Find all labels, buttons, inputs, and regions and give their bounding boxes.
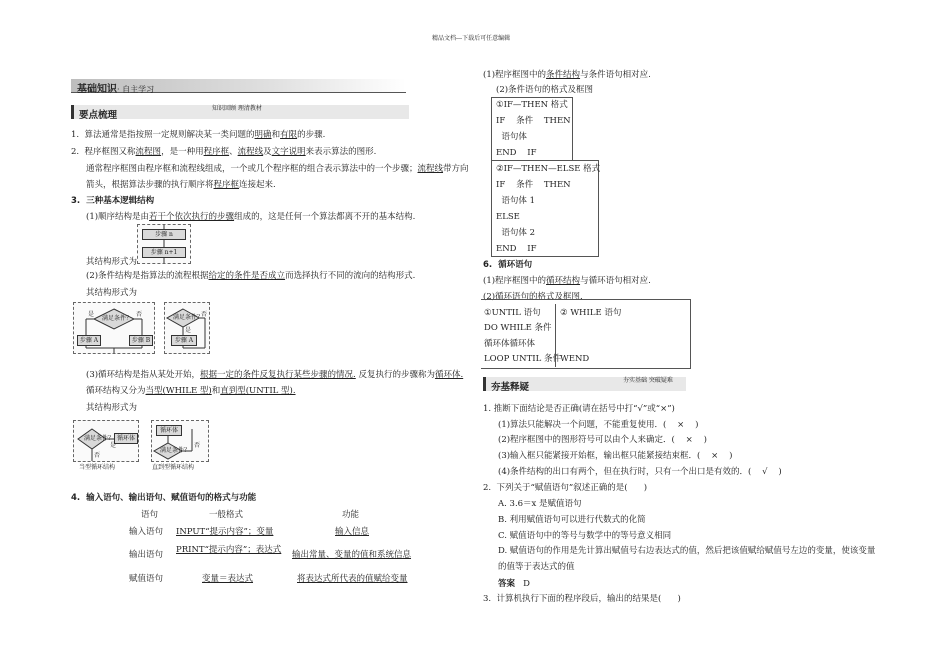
- until-line: LOOP UNTIL 条件: [484, 354, 561, 364]
- section-title: 夯基释疑: [491, 382, 530, 393]
- form-label-1: 其结构形式为: [86, 257, 138, 267]
- question-2-option-cont: 的值等于表达式的值: [498, 562, 575, 572]
- table-row-assign-name: 赋值语句: [129, 574, 164, 584]
- step-a-box: 步骤 A: [77, 335, 101, 346]
- table-row-output-function: 输出常量、变量的值和系统信息: [292, 550, 412, 560]
- table-row-output-name: 输出语句: [129, 550, 164, 560]
- if-then-line: 语句体: [496, 132, 527, 142]
- form-label-2: 其结构形式为: [86, 288, 138, 298]
- while-caption: 当型循环结构: [79, 464, 116, 471]
- right-line-2: (2)条件语句的格式及框图: [496, 85, 594, 95]
- section-key-points: [71, 105, 409, 119]
- if-then-else-box: [491, 160, 599, 257]
- form-label-3: 其结构形式为: [86, 403, 138, 413]
- question-2-option: D. 赋值语句的作用是先计算出赋值号右边表达式的值，然后把该值赋给赋值号左边的变量，使该变量: [498, 546, 876, 556]
- table-row-assign-function: 将表达式所代表的值赋给变量: [297, 574, 408, 584]
- seq-structure-desc: (1)顺序结构是由若干个依次执行的步骤组成的，这是任何一个算法都离不开的基本结构.: [86, 212, 416, 222]
- question-1-item: (1)算法只能解决一个问题，不能重复使用．( × ): [498, 420, 699, 430]
- if-else-line: 语句体 2: [496, 228, 536, 238]
- condition-label: 满足条件？: [160, 447, 191, 454]
- table-row-output-format: PRINT“提示内容”；表达式: [176, 545, 282, 555]
- loop-structure-desc: (3)循环结构是指从某处开始，根据一定的条件反复执行某些步骤的情况. 反复执行的步骤称为循环体.: [86, 370, 464, 380]
- point-2: 2. 程序框图又称流程图，是一种用程序框、流程线及文字说明来表示算法的图形.: [71, 147, 377, 157]
- if-else-line: ②IF—THEN—ELSE 格式: [496, 164, 601, 174]
- section-subtitle: 夯实基础 突破疑难: [623, 377, 673, 384]
- loop-stmt-line-2: (2)循环语句的格式及框图.: [483, 292, 583, 302]
- if-then-line: IF 条件 THEN: [496, 116, 571, 126]
- question-1: 1. 推断下面结论是否正确(请在括号中打“√”或“×”): [483, 404, 675, 414]
- sequence-arrows: [138, 225, 190, 263]
- step-n-box: 步骤 n: [142, 229, 186, 240]
- yes-label: 是: [88, 311, 95, 318]
- if-then-box: [491, 97, 573, 161]
- section-title: 要点梳理: [79, 110, 118, 121]
- table-head-function: 功能: [342, 510, 360, 520]
- while-loop-diagram: [73, 420, 139, 462]
- if-else-line: 语句体 1: [496, 196, 536, 206]
- condition-label: 满足条件？: [173, 314, 204, 321]
- condition-label: 满足条件？: [102, 315, 133, 322]
- if-else-line: END IF: [496, 244, 537, 254]
- if-else-line: ELSE: [496, 212, 520, 222]
- point-3-title: 3. 三种基本逻辑结构: [71, 196, 155, 206]
- table-head-statement: 语句: [141, 510, 159, 520]
- no-label: 否: [136, 311, 143, 318]
- if-else-diagram: [73, 302, 155, 354]
- while-line: WEND: [560, 354, 590, 364]
- loop-body-box: 循环体: [156, 425, 182, 436]
- cond-structure-desc: (2)条件结构是指算法的流程根据给定的条件是否成立而选择执行不同的流向的结构形式.: [86, 271, 416, 281]
- no-label: 否: [94, 452, 101, 459]
- table-row-input-name: 输入语句: [129, 527, 164, 537]
- if-else-line: IF 条件 THEN: [496, 180, 571, 190]
- loop-stmt-line-1: (1)程序框图中的循环结构与循环语句相对应.: [483, 276, 651, 286]
- question-2: 2. 下列关于“赋值语句”叙述正确的是( ): [483, 483, 648, 493]
- question-1-item: (3)输入框只能紧接开始框，输出框只能紧接结束框．( × ): [498, 451, 733, 461]
- until-loop-diagram: [151, 420, 209, 462]
- if-then-line: END IF: [496, 148, 537, 158]
- question-2-option: A. 3.6＝x 是赋值语句: [498, 499, 582, 509]
- step-b-box: 步骤 B: [129, 335, 153, 346]
- question-1-item: (4)条件结构的出口有两个，但在执行时，只有一个出口是有效的．( √ ): [498, 467, 782, 477]
- if-then-line: ①IF—THEN 格式: [496, 100, 568, 110]
- until-line: 循环体循环体: [484, 339, 536, 349]
- yes-label: 是: [110, 442, 117, 449]
- until-line: DO WHILE 条件: [484, 323, 552, 333]
- table-row-assign-format: 变量＝表达式: [202, 574, 254, 584]
- until-caption: 直到型循环结构: [152, 464, 195, 471]
- section-banner: [71, 79, 406, 93]
- section-practice: [483, 377, 686, 391]
- until-line: ①UNTIL 语句: [484, 308, 541, 318]
- condition-label: 满足条件？: [84, 435, 115, 442]
- section-subtitle: 知识回顾 理清教材: [212, 105, 262, 112]
- table-row-input-format: INPUT“提示内容”；变量: [176, 527, 274, 537]
- step-a-box: 步骤 A: [171, 335, 197, 346]
- point-1: 1. 算法通常是指按照一定规则解决某一类问题的明确和有限的步骤.: [71, 130, 326, 140]
- if-only-diagram: [164, 302, 210, 354]
- point-4-title: 4. 输入语句、输出语句、赋值语句的格式与功能: [71, 493, 257, 503]
- table-head-format: 一般格式: [209, 510, 244, 520]
- question-2-option: C. 赋值语句中的等号与数学中的等号意义相同: [498, 531, 672, 541]
- question-2-option: B. 利用赋值语句可以进行代数式的化简: [498, 515, 646, 525]
- loop-stmt-title: 6. 循环语句: [483, 260, 533, 270]
- while-line: ② WHILE 语句: [560, 308, 622, 318]
- loop-types: 循环结构又分为当型(WHILE 型)和直到型(UNTIL 型).: [86, 386, 296, 396]
- banner-title: 基础知识· 自主学习: [77, 84, 155, 95]
- loop-body-box: 循环体: [114, 433, 138, 444]
- table-row-input-function: 输入信息: [335, 527, 370, 537]
- point-2-line2: 通常程序框图由程序框和流程线组成，一个或几个程序框的组合表示算法中的一个步骤；流程线带方向: [86, 164, 469, 174]
- answer: 答案 D: [498, 579, 530, 589]
- no-label: 否: [194, 442, 201, 449]
- right-line-1: (1)程序框图中的条件结构与条件语句相对应.: [483, 70, 651, 80]
- yes-label: 是: [185, 327, 192, 334]
- page-header: 精品文档---下载后可任意编辑: [432, 35, 511, 42]
- question-1-item: (2)程序框图中的图形符号可以由个人来确定．( × ): [498, 435, 707, 445]
- point-2-line3: 箭头，根据算法步骤的执行顺序将程序框连接起来.: [86, 180, 276, 190]
- sequence-diagram: [137, 224, 191, 264]
- no-label: 否: [201, 311, 208, 318]
- question-3: 3. 计算机执行下面的程序段后，输出的结果是( ): [483, 594, 681, 604]
- step-n1-box: 步骤 n+1: [142, 247, 186, 258]
